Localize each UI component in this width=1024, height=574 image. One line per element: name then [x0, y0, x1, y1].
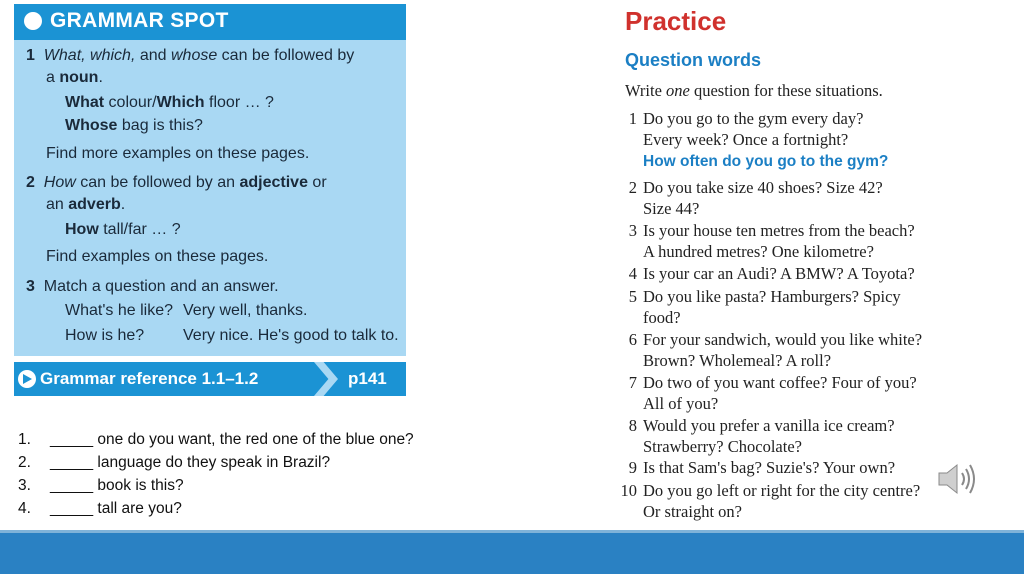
exercise-list	[18, 428, 414, 520]
practice-item-line: Is that Sam's bag? Suzie's? Your own?	[643, 458, 896, 477]
practice-title: Practice	[625, 6, 727, 36]
grammar-item-1-example2: Whose bag is this?	[65, 117, 203, 134]
grammar-item-2-line1: 2 How can be followed by an adjective or	[26, 174, 327, 191]
practice-item-line: Do you go left or right for the city centre?	[643, 481, 921, 500]
bullet-icon	[24, 12, 42, 30]
exercise-item	[18, 428, 414, 451]
arrow-circle-icon	[18, 370, 36, 388]
practice-item-line: Or straight on?	[643, 502, 742, 521]
grammar-item-3-answer2: Very nice. He's good to talk to.	[183, 327, 399, 344]
grammar-item-2-line2: an adverb.	[46, 196, 126, 213]
exercise-item-text: _____ one do you want, the red one of the blue one?	[50, 431, 414, 448]
practice-item-line: For your sandwich, would you like white?	[643, 330, 923, 349]
practice-item-line: Do you like pasta? Hamburgers? Spicy	[643, 287, 901, 306]
grammar-reference-bar[interactable]	[14, 362, 406, 396]
practice-item-line: Brown? Wholemeal? A roll?	[643, 351, 832, 370]
practice-item-line: Is your house ten metres from the beach?	[643, 221, 915, 240]
grammar-spot-box	[14, 4, 406, 356]
practice-item-line: Do two of you want coffee? Four of you?	[643, 373, 917, 392]
practice-item-line: Strawberry? Chocolate?	[643, 437, 802, 456]
grammar-item-3-answer1: Very well, thanks.	[183, 302, 308, 319]
practice-item-number: 1	[628, 109, 637, 128]
practice-item-line: All of you?	[643, 394, 719, 413]
practice-item-number: 8	[628, 416, 637, 435]
practice-item-number: 2	[628, 178, 637, 197]
chevron-separator	[314, 362, 338, 396]
practice-item-number: 4	[628, 264, 637, 283]
practice-item-line: A hundred metres? One kilometre?	[643, 242, 874, 261]
practice-item-line: food?	[643, 308, 681, 327]
practice-item-line: Do you go to the gym every day?	[643, 109, 864, 128]
exercise-item-number: 2.	[18, 454, 31, 471]
grammar-item-2-example1: How tall/far … ?	[65, 221, 181, 238]
grammar-item-1-example1: What colour/Which floor … ?	[65, 94, 274, 111]
grammar-reference-label: Grammar reference 1.1–1.2	[40, 369, 259, 388]
speaker-icon[interactable]	[935, 461, 979, 497]
practice-item-line: Size 44?	[643, 199, 700, 218]
grammar-item-1-line1: 1 What, which, and whose can be followed by	[26, 47, 355, 64]
grammar-item-3-line1: 3 Match a question and an answer.	[26, 278, 279, 295]
grammar-spot-header	[14, 4, 406, 40]
practice-item-number: 7	[628, 373, 637, 392]
exercise-item-number: 4.	[18, 500, 31, 517]
practice-item-number: 3	[628, 221, 637, 240]
grammar-item-2-note: Find examples on these pages.	[46, 248, 269, 265]
grammar-reference-page: p141	[348, 369, 387, 388]
exercise-item-number: 1.	[18, 431, 31, 448]
exercise-item	[18, 474, 414, 497]
practice-subtitle: Question words	[625, 50, 762, 70]
practice-item-number: 10	[620, 481, 637, 500]
practice-item-number: 9	[628, 458, 637, 477]
practice-item-number: 6	[628, 330, 637, 349]
exercise-item-number: 3.	[18, 477, 31, 494]
practice-answer-example: How often do you go to the gym?	[643, 153, 889, 170]
practice-item-line: Do you take size 40 shoes? Size 42?	[643, 178, 883, 197]
exercise-item	[18, 451, 414, 474]
grammar-item-1-note: Find more examples on these pages.	[46, 145, 310, 162]
practice-item-line: Would you prefer a vanilla ice cream?	[643, 416, 895, 435]
practice-item-line: Every week? Once a fortnight?	[643, 130, 849, 149]
grammar-item-1-line2: a noun.	[46, 69, 103, 86]
exercise-item	[18, 497, 414, 520]
practice-instruction: Write one question for these situations.	[625, 81, 883, 100]
grammar-item-3-question2: How is he?	[65, 327, 145, 344]
practice-item-line: Is your car an Audi? A BMW? A Toyota?	[643, 264, 915, 283]
grammar-item-3-question1: What's he like?	[65, 302, 173, 319]
practice-item-number: 5	[628, 287, 637, 306]
footer-bar	[0, 533, 1024, 574]
exercise-item-text: _____ book is this?	[50, 477, 184, 494]
exercise-item-text: _____ language do they speak in Brazil?	[50, 454, 331, 471]
exercise-item-text: _____ tall are you?	[50, 500, 182, 517]
grammar-spot-title: GRAMMAR SPOT	[50, 9, 229, 32]
